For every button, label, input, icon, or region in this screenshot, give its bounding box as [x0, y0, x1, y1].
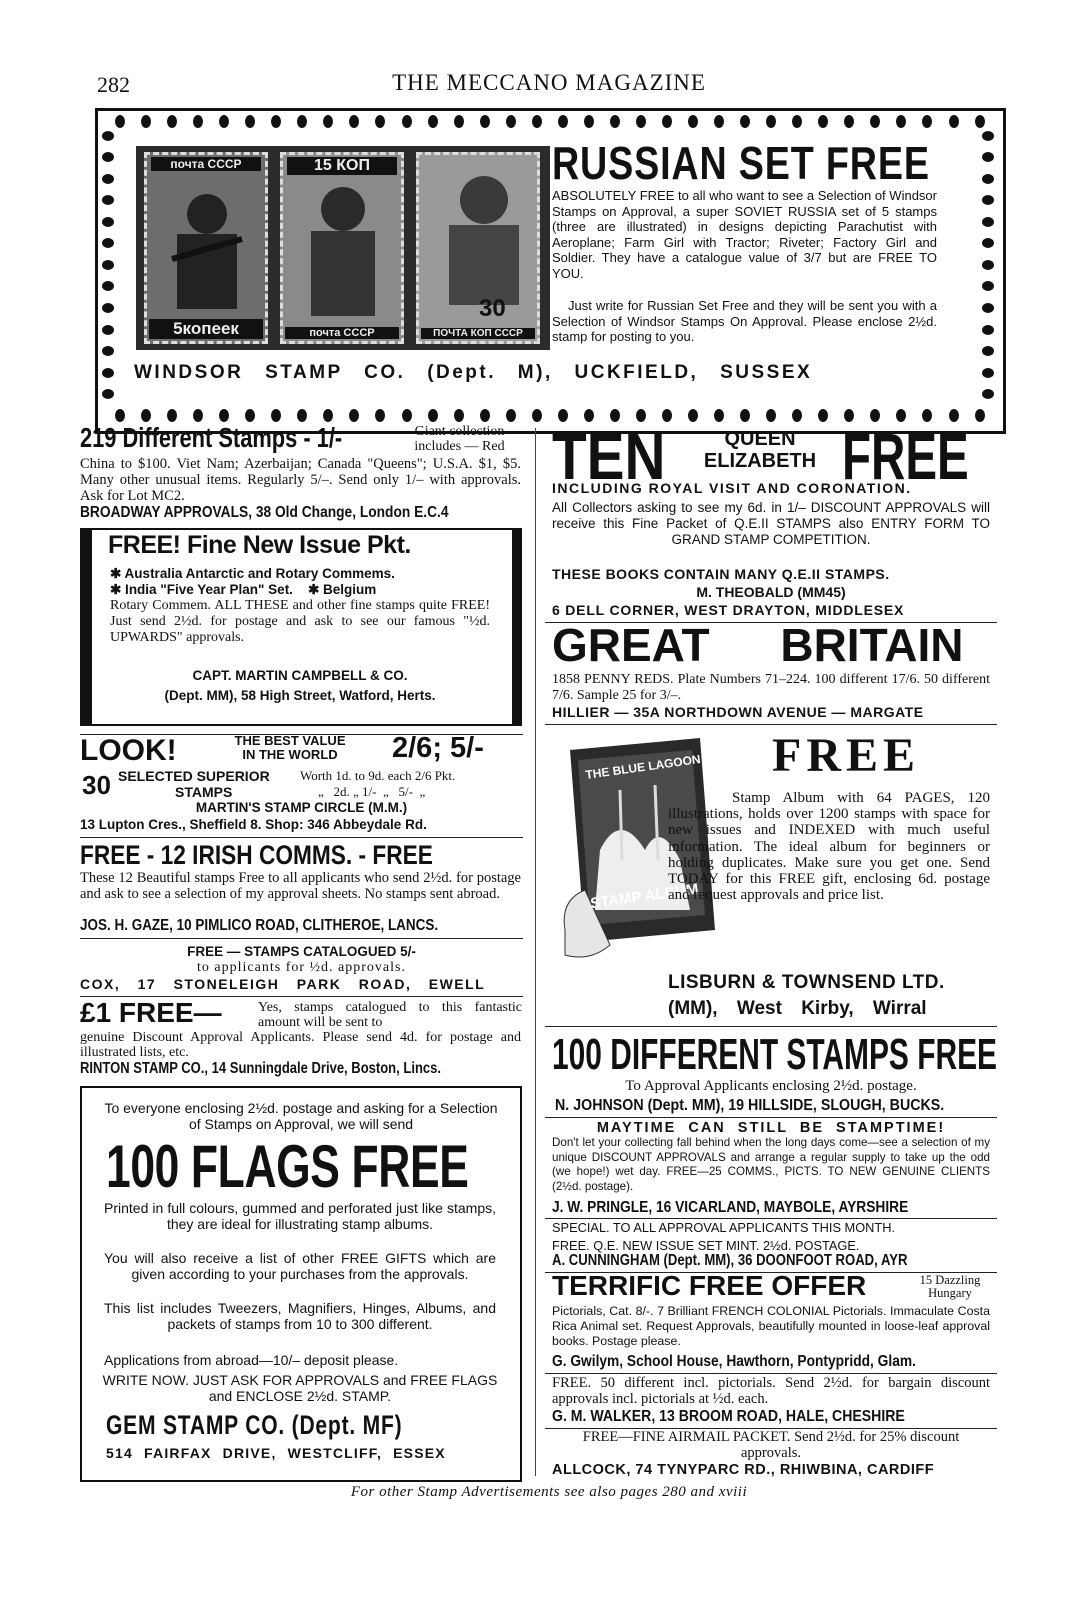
walker-address: G. M. WALKER, 13 BROOM ROAD, HALE, CHESHIRE [552, 1408, 905, 1425]
cox-address: COX, 17 STONELEIGH PARK ROAD, EWELL [80, 976, 486, 992]
airmail-body: FREE—FINE AIRMAIL PACKET. Send 2½d. for 25% discount approvals. [582, 1429, 960, 1461]
fine-issue-company: CAPT. MARTIN CAMPBELL & CO. [192, 668, 408, 683]
footer-note: For other Stamp Advertisements see also pages 280 and xviii [350, 1484, 748, 1500]
stamp-label: почта СССР [285, 327, 399, 339]
walker-body: FREE. 50 different incl. pictorials. Send 2½d. for bargain discount approvals incl. pictorials at ½d. each. [552, 1375, 990, 1407]
ten-books: THESE BOOKS CONTAIN MANY Q.E.II STAMPS. [552, 566, 890, 582]
irish-headline: FREE - 12 IRISH COMMS. - FREE [80, 840, 433, 870]
soldier-illustration [293, 179, 393, 319]
maytime-address: J. W. PRINGLE, 16 VICARLAND, MAYBOLE, AYRSHIRE [552, 1199, 909, 1216]
album-company: LISBURN & TOWNSEND LTD. [668, 972, 945, 993]
look-thirty: 30 [82, 770, 111, 800]
column-divider [535, 428, 536, 1476]
album-body: Stamp Album with 64 PAGES, 120 illustrations, holds over 1200 stamps with space for new issues and INDEXED with much useful information. The ideal album for beginners or holding duplicates. Make sure you get one. Send TODAY for this FREE gift, enclosing 6d. postage and request approvals and price list. [668, 790, 990, 904]
look-best-value: THE BEST VALUE IN THE WORLD [234, 733, 346, 762]
maytime-headline: MAYTIME CAN STILL BE STAMPTIME! [596, 1120, 946, 1136]
hundred-headline: 100 DIFFERENT STAMPS FREE [552, 1030, 997, 1079]
dotted-border-left [100, 125, 116, 405]
pound-headline: £1 FREE— [80, 997, 222, 1028]
gb-body: 1858 PENNY REDS. Plate Numbers 71–224. 100 different 17/6. 50 different 7/6. Sample 25 for 3/–. [552, 672, 990, 703]
flags-headline: 100 FLAGS FREE [106, 1133, 469, 1200]
stamp-label: 15 КОП [287, 157, 397, 175]
flags-p1: Printed in full colours, gummed and perforated just like stamps, they are ideal for illustrating stamp albums. [104, 1200, 496, 1232]
look-address: 13 Lupton Cres., Sheffield 8. Shop: 346 Abbeydale Rd. [80, 817, 427, 832]
fine-issue-address: (Dept. MM), 58 High Street, Watford, Herts. [164, 688, 436, 703]
gb-headline: GREAT BRITAIN [552, 619, 964, 671]
flags-company: GEM STAMP CO. (Dept. MF) [106, 1410, 403, 1440]
look-stamps: STAMPS [175, 784, 233, 800]
divider [545, 1373, 997, 1374]
page-number: 282 [97, 72, 130, 97]
stamp-image [144, 152, 268, 344]
stamp-strip [136, 146, 550, 350]
queen-elizabeth: QUEEN ELIZABETH [703, 428, 817, 472]
special-line1: SPECIAL. TO ALL APPROVAL APPLICANTS THIS MONTH. [552, 1220, 896, 1235]
fine-issue-body: Rotary Commem. ALL THESE and other fine stamps quite FREE! Just send 2½d. for postage and ask to see our famous "½d. UPWARDS" approvals. [110, 598, 490, 645]
ten-free: FREE [842, 419, 969, 493]
stamp-label: 5копеек [149, 319, 263, 339]
terrific-side: 15 Dazzling Hungary [919, 1273, 981, 1300]
pound-address: RINTON STAMP CO., 14 Sunningdale Drive, Boston, Lincs. [80, 1060, 442, 1077]
stamp-image [416, 152, 540, 344]
flags-p4: Applications from abroad—10/– deposit please. [104, 1352, 399, 1368]
ten-body: All Collectors asking to see my 6d. in 1/– DISCOUNT APPROVALS will receive this Fine Packet of Q.E.II STAMPS also ENTRY FORM TO GRAND STAMP COMPETITION. [552, 500, 990, 547]
flags-address: 514 FAIRFAX DRIVE, WESTCLIFF, ESSEX [106, 1445, 446, 1461]
divider [80, 837, 523, 838]
russian-title: RUSSIAN SET FREE [552, 137, 930, 189]
pilot-illustration [429, 165, 529, 305]
terrific-headline: TERRIFIC FREE OFFER [552, 1270, 867, 1301]
album-book-title: THE BLUE LAGOON [584, 751, 702, 783]
cox-line2: to applicants for ½d. approvals. [197, 960, 406, 975]
ten-headline: TEN [552, 419, 666, 493]
special-line2: FREE. Q.E. NEW ISSUE SET MINT. 2½d. POSTAGE. [552, 1238, 860, 1253]
stamp-label: почта СССР [151, 157, 261, 171]
stamp-image [280, 152, 404, 344]
ad-219-headline: 219 Different Stamps - 1/- [80, 422, 343, 453]
flags-p5: WRITE NOW. JUST ASK FOR APPROVALS and FREE FLAGS and ENCLOSE 2½d. STAMP. [102, 1372, 498, 1404]
ad-219-body: China to $100. Viet Nam; Azerbaijan; Canada "Queens"; U.S.A. $1, $5. Many other unusual items. Regularly 5/–. Send only 1/– with approvals. Ask for Lot MC2. [80, 456, 521, 504]
divider [80, 938, 523, 939]
look-worth: Worth 1d. to 9d. each 2/6 Pkt. [300, 768, 456, 783]
look-circle: MARTIN'S STAMP CIRCLE (M.M.) [195, 800, 408, 815]
soldier-illustration [157, 179, 257, 309]
stamp-value: 30 [479, 295, 506, 322]
divider [545, 724, 997, 725]
cox-line1: FREE — STAMPS CATALOGUED 5/- [187, 944, 416, 959]
maytime-body: Don't let your collecting fall behind when the long days come—see a selection of my unique DISCOUNT APPROVALS and arrange a regular supply to take up the odd (we hope!) wet day. FREE—25 COMMS., PICTS. TO NEW GENUINE CLIENTS (2½d. postage). [552, 1136, 990, 1193]
ten-subtitle: INCLUDING ROYAL VISIT AND CORONATION. [552, 480, 912, 496]
album-address: (MM), West Kirby, Wirral [668, 998, 927, 1019]
ad-219-note: Giant collection includes — Red [414, 424, 505, 454]
fine-issue-line1: ✱ Australia Antarctic and Rotary Commems. [110, 566, 395, 581]
magazine-title: THE MECCANO MAGAZINE [392, 70, 706, 95]
divider [545, 1117, 997, 1118]
windsor-address: WINDSOR STAMP CO. (Dept. M), UCKFIELD, SUSSEX [134, 362, 813, 383]
russian-body: ABSOLUTELY FREE to all who want to see a Selection of Windsor Stamps on Approval, a super SOVIET RUSSIA set of 5 stamps (three are illustrated) in designs depicting Parachutist with Aeroplane; Farm Girl with Tractor; Riveter; Factory Girl and Soldier. They have a catalogue value of 3/7 but are FREE TO YOU. [552, 188, 937, 281]
pound-body: genuine Discount Approval Applicants. Please send 4d. for postage and illustrated lists, etc. [80, 1030, 521, 1060]
russian-body-2: Just write for Russian Set Free and they will be sent you with a Selection of Windsor Stamps On Approval. Please enclose 2½d. stamp for posting to you. [552, 298, 937, 344]
flags-p3: This list includes Tweezers, Magnifiers, Hinges, Albums, and packets of stamps from 10 to 300 different. [104, 1300, 496, 1332]
hundred-address: N. JOHNSON (Dept. MM), 19 HILLSIDE, SLOUGH, BUCKS. [555, 1097, 945, 1114]
look-prices: 2/6; 5/- [392, 732, 484, 764]
look-selected: SELECTED SUPERIOR [118, 768, 270, 784]
album-book-label: STAMP ALBUM [589, 880, 700, 913]
divider [545, 1026, 997, 1027]
stamp-label: ПОЧТА КОП СССР [421, 328, 535, 339]
ad-219-address: BROADWAY APPROVALS, 38 Old Change, London E.C.4 [80, 504, 449, 521]
look-headline: LOOK! [80, 734, 177, 767]
irish-body: These 12 Beautiful stamps Free to all applicants who send 2½d. for postage and ask to see a selection of my approval sheets. No stamps sent abroad. [80, 870, 521, 902]
look-worth-2: „ 2d. „ 1/- „ 5/- „ [318, 784, 426, 799]
fine-issue-title: FREE! Fine New Issue Pkt. [108, 531, 411, 559]
terrific-address: G. Gwilym, School House, Hawthorn, Pontypridd, Glam. [552, 1353, 916, 1370]
irish-address: JOS. H. GAZE, 10 PIMLICO ROAD, CLITHEROE, LANCS. [80, 917, 439, 934]
gb-address: HILLIER — 35A NORTHDOWN AVENUE — MARGATE [552, 704, 924, 720]
hundred-body: To Approval Applicants enclosing 2½d. postage. [625, 1078, 917, 1094]
airmail-address: ALLCOCK, 74 TYNYPARC RD., RHIWBINA, CARDIFF [552, 1462, 935, 1478]
divider [545, 1218, 997, 1219]
pound-side: Yes, stamps catalogued to this fantastic amount will be sent to [258, 1000, 522, 1030]
ten-name: M. THEOBALD (MM45) [696, 584, 846, 600]
fine-issue-line2: ✱ India "Five Year Plan" Set. ✱ Belgium [110, 582, 377, 597]
terrific-body: Pictorials, Cat. 8/-. 7 Brilliant FRENCH COLONIAL Pictorials. Immaculate Costa Rica Animal set. Request Approvals, beautifully mounted in loose-leaf approval books. Postage please. [552, 1304, 990, 1348]
special-address: A. CUNNINGHAM (Dept. MM), 36 DOONFOOT ROAD, AYR [552, 1252, 908, 1269]
album-headline: FREE [772, 729, 921, 782]
flags-intro: To everyone enclosing 2½d. postage and asking for a Selection of Stamps on Approval, we will send [104, 1100, 498, 1132]
flags-p2: You will also receive a list of other FREE GIFTS which are given according to your purchases from the approvals. [104, 1250, 496, 1282]
ten-address: 6 DELL CORNER, WEST DRAYTON, MIDDLESEX [552, 602, 905, 618]
dotted-border-top [115, 112, 985, 130]
